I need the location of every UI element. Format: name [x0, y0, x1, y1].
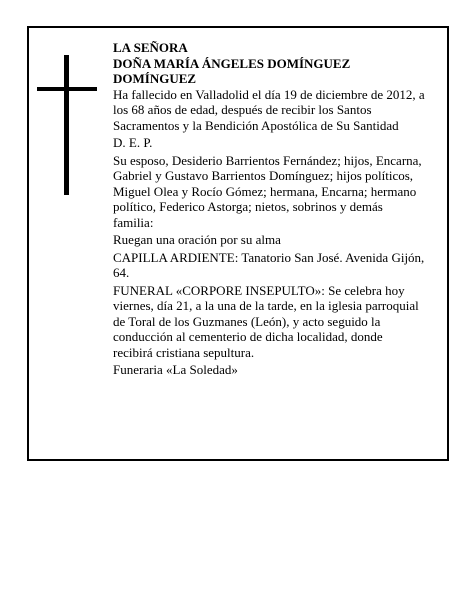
cross-vertical-bar [64, 55, 69, 195]
rip-text: D. E. P. [113, 135, 153, 150]
family-list: Su esposo, Desiderio Barrientos Fernández; hijos, Encarna, Gabriel y Gustavo Barrientos Domínguez; hijos políticos, Miguel Olea y Rocío Gómez; hermana, Encarna; hermano político, Federico Astorga; nietos, sobrinos y demás familia: [113, 152, 422, 230]
latin-cross-icon [37, 55, 97, 195]
funeral-home: Funeraria «La Soledad» [113, 362, 238, 377]
notice-title-line1: LA SEÑORA [113, 40, 188, 55]
chapel-info: CAPILLA ARDIENTE: Tanatorio San José. Avenida Gijón, 64. [113, 249, 425, 280]
death-announcement: Ha fallecido en Valladolid el día 19 de diciembre de 2012, a los 68 años de edad, después de recibir los Santos Sacramentos y la Bendición Apostólica de Su Santidad [113, 86, 425, 133]
deceased-name: DOÑA MARÍA ÁNGELES DOMÍNGUEZ DOMÍNGUEZ [113, 55, 351, 86]
cross-horizontal-bar [37, 87, 97, 91]
prayer-request: Ruegan una oración por su alma [113, 232, 281, 247]
obituary-content [113, 40, 425, 380]
funeral-info: FUNERAL «CORPORE INSEPULTO»: Se celebra hoy viernes, día 21, a la una de la tarde, en la iglesia parroquial de Toral de los Guzmanes (León), y acto seguido la conducción al cementerio de dicha localidad, donde recibirá cristiana sepultura. [113, 282, 419, 360]
